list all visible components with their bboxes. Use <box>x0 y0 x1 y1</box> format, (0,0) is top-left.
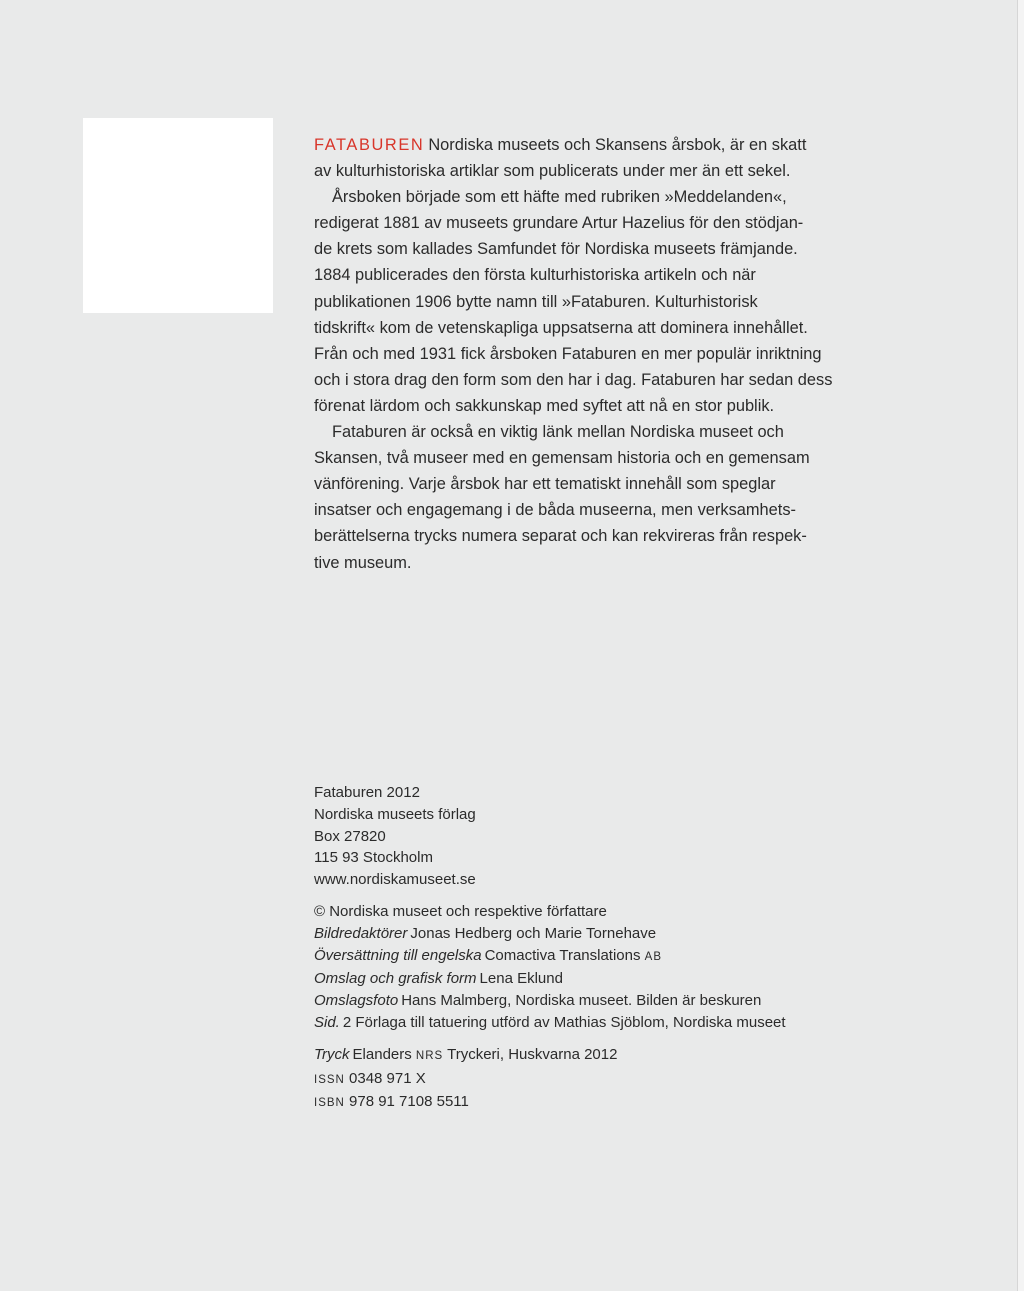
translation-suffix: AB <box>644 950 663 963</box>
photo-editors-value: Jonas Hedberg och Marie Tornehave <box>410 924 657 942</box>
intro-line: FATABUREN Nordiska museets och Skansens årsbok, är en skatt <box>314 136 807 154</box>
design-credit <box>314 968 786 990</box>
print-nrs: NRS <box>415 1049 444 1062</box>
page-image-credit <box>314 1012 786 1034</box>
intro-line: tidskrift« kom de vetenskapliga uppsatserna att dominera innehållet. <box>314 318 808 337</box>
design-value: Lena Eklund <box>479 970 563 988</box>
intro-line: berättelserna trycks numera separat och kan rekvireras från respek- <box>314 527 807 546</box>
blank-image-placeholder <box>83 118 273 313</box>
intro-line: Från och med 1931 fick årsboken Fataburen en mer populär inriktning <box>314 344 822 363</box>
intro-line: och i stora drag den form som den har i dag. Fataburen har sedan dess <box>314 370 833 389</box>
page-label: Sid. <box>314 1013 340 1031</box>
page-value: 2 Förlaga till tatuering utförd av Mathias Sjöblom, Nordiska museet <box>342 1013 786 1031</box>
spacer <box>314 891 786 901</box>
copyright-notice: © Nordiska museet och respektive författare <box>314 902 607 920</box>
intro-line: förenat lärdom och sakkunskap med syftet att nå en stor publik. <box>314 396 775 415</box>
photo-editors-label: Bildredaktörer <box>314 924 408 942</box>
isbn-line <box>314 1091 786 1115</box>
translation-value: Comactiva Translations <box>484 946 641 964</box>
translation-label: Översättning till engelska <box>314 946 482 964</box>
intro-line: publikationen 1906 bytte namn till »Fataburen. Kulturhistorisk <box>314 292 758 311</box>
issn-value: 0348 971 X <box>349 1069 426 1087</box>
publisher-name: Nordiska museets förlag <box>314 805 476 823</box>
intro-line: tive museum. <box>314 553 412 572</box>
print-value: Tryckeri, Huskvarna 2012 <box>447 1045 618 1063</box>
intro-text <box>314 132 833 576</box>
issn-line <box>314 1068 786 1092</box>
intro-line: Skansen, två museer med en gemensam historia och en gemensam <box>314 449 810 468</box>
intro-line: vänförening. Varje årsbok har ett tematiskt innehåll som speglar <box>314 475 776 494</box>
publisher-box: Box 27820 <box>314 827 386 845</box>
isbn-label: ISBN <box>314 1097 345 1110</box>
page-edge <box>1017 0 1024 1291</box>
spacer <box>314 1034 786 1044</box>
print-prefix: Elanders <box>352 1045 412 1063</box>
brand-name: FATABUREN <box>314 136 425 154</box>
print-label: Tryck <box>314 1045 350 1063</box>
intro-line: de krets som kallades Samfundet för Nordiska museets främjande. <box>314 240 798 259</box>
intro-line: av kulturhistoriska artiklar som publicerats under mer än ett sekel. <box>314 162 791 181</box>
publisher-website: www.nordiskamuseet.se <box>314 871 476 889</box>
publication-title-year: Fataburen 2012 <box>314 784 420 801</box>
design-label: Omslag och grafisk form <box>314 970 477 988</box>
intro-line: redigerat 1881 av museets grundare Artur Hazelius för den stödjan- <box>314 214 804 233</box>
cover-photo-label: Omslagsfoto <box>314 992 399 1010</box>
printer-credit <box>314 1044 786 1068</box>
translation-credit <box>314 945 786 969</box>
cover-photo-credit <box>314 990 786 1012</box>
issn-label: ISSN <box>314 1073 345 1086</box>
colophon <box>314 782 786 1115</box>
cover-photo-value: Hans Malmberg, Nordiska museet. Bilden är beskuren <box>401 992 762 1010</box>
photo-editors-credit <box>314 923 786 945</box>
publisher-postal-address: 115 93 Stockholm <box>314 849 433 867</box>
intro-line: Fataburen är också en viktig länk mellan Nordiska museet och <box>332 423 784 442</box>
isbn-value: 978 91 7108 5511 <box>349 1093 469 1111</box>
intro-line: Årsboken började som ett häfte med rubriken »Meddelanden«, <box>332 188 787 207</box>
intro-line: insatser och engagemang i de båda museerna, men verksamhets- <box>314 501 796 520</box>
intro-line: 1884 publicerades den första kulturhistoriska artikeln och när <box>314 266 756 285</box>
